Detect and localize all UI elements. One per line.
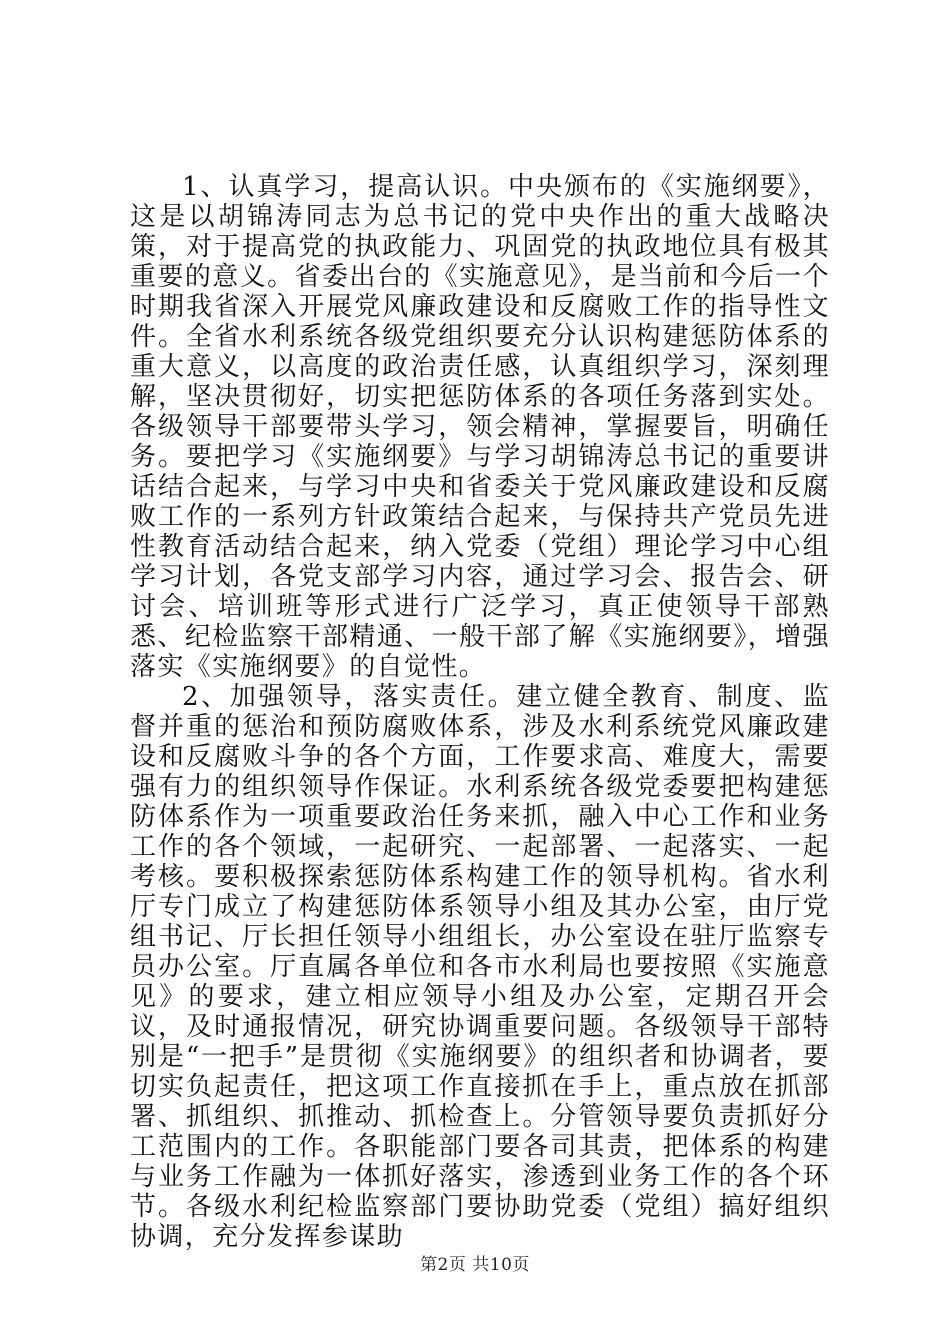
paragraph-1: 1、认真学习，提高认识。中央颁布的《实施纲要》，这是以胡锦涛同志为总书记的党中央作出的重大战略决策，对于提高党的执政能力、巩固党的执政地位具有极其重要的意义。省委出台的《实施意见》，是当前和今后一个时期我省深入开展党风廉政建设和反腐败工作的指导性文件。全省水利系统各级党组织要充分认识构建惩防体系的重大意义，以高度的政治责任感，认真组织学习，深刻理解，坚决贯彻好，切实把惩防体系的各项任务落到实处。各级领导干部要带头学习，领会精神，掌握要旨，明确任务。要把学习《实施纲要》与学习胡锦涛总书记的重要讲话结合起来，与学习中央和省委关于党风廉政建设和反腐败工作的一系列方针政策结合起来，与保持共产党员先进性教育活动结合起来，纳入党委（党组）理论学习中心组学习计划，各党支部学习内容，通过学习会、报告会、研讨会、培训班等形式进行广泛学习，真正使领导干部熟悉、纪检监察干部精通、一般干部了解《实施纲要》，增强落实《实施纲要》的自觉性。 — [130, 172, 830, 682]
paragraph-2: 2、加强领导，落实责任。建立健全教育、制度、监督并重的惩治和预防腐败体系，涉及水利系统党风廉政建设和反腐败斗争的各个方面，工作要求高、难度大，需要强有力的组织领导作保证。水利系统各级党委要把构建惩防体系作为一项重要政治任务来抓，融入中心工作和业务工作的各个领域，一起研究、一起部署、一起落实、一起考核。要积极探索惩防体系构建工作的领导机构。省水利厅专门成立了构建惩防体系领导小组及其办公室，由厅党组书记、厅长担任领导小组组长，办公室设在驻厅监察专员办公室。厅直属各单位和各市水利局也要按照《实施意见》的要求，建立相应领导小组及办公室，定期召开会议，及时通报情况，研究协调重要问题。各级领导干部特别是“一把手”是贯彻《实施纲要》的组织者和协调者，要切实负起责任，把这项工作直接抓在手上，重点放在抓部署、抓组织、抓推动、抓检查上。分管领导要负责抓好分工范围内的工作。各职能部门要各司其责，把体系的构建与业务工作融为一体抓好落实，渗透到业务工作的各个环节。各级水利纪检监察部门要协助党委（党组）搞好组织协调，充分发挥参谋助 — [130, 682, 830, 1252]
page-number-footer: 第2页 共10页 — [420, 1255, 530, 1275]
document-body — [130, 172, 830, 1252]
